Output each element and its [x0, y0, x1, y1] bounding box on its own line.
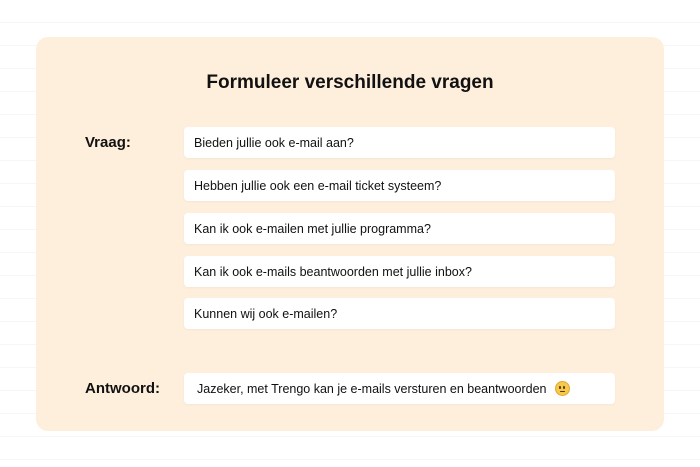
question-variant-2	[184, 170, 615, 201]
question-variant-text: Kan ik ook e-mailen met jullie programma?	[194, 221, 431, 236]
question-label: Vraag:	[85, 134, 131, 151]
neutral-face-icon	[555, 381, 570, 396]
emoji-eye-right	[563, 386, 565, 389]
question-variant-1	[184, 127, 615, 158]
emoji-mouth	[560, 391, 565, 393]
answer-label: Antwoord:	[85, 380, 160, 397]
question-variant-text: Kunnen wij ook e-mailen?	[194, 306, 338, 321]
question-variant-text: Bieden jullie ook e-mail aan?	[194, 135, 354, 150]
faq-card	[36, 37, 664, 431]
answer-text: Jazeker, met Trengo kan je e-mails versturen en beantwoorden	[197, 381, 547, 396]
question-variant-4	[184, 256, 615, 287]
answer-box	[184, 373, 615, 404]
card-title: Formuleer verschillende vragen	[206, 72, 494, 93]
question-variant-text: Kan ik ook e-mails beantwoorden met jullie inbox?	[194, 264, 472, 279]
question-variant-text: Hebben jullie ook een e-mail ticket systeem?	[194, 178, 442, 193]
emoji-eye-left	[559, 386, 561, 389]
question-variant-5	[184, 298, 615, 329]
question-variant-3	[184, 213, 615, 244]
